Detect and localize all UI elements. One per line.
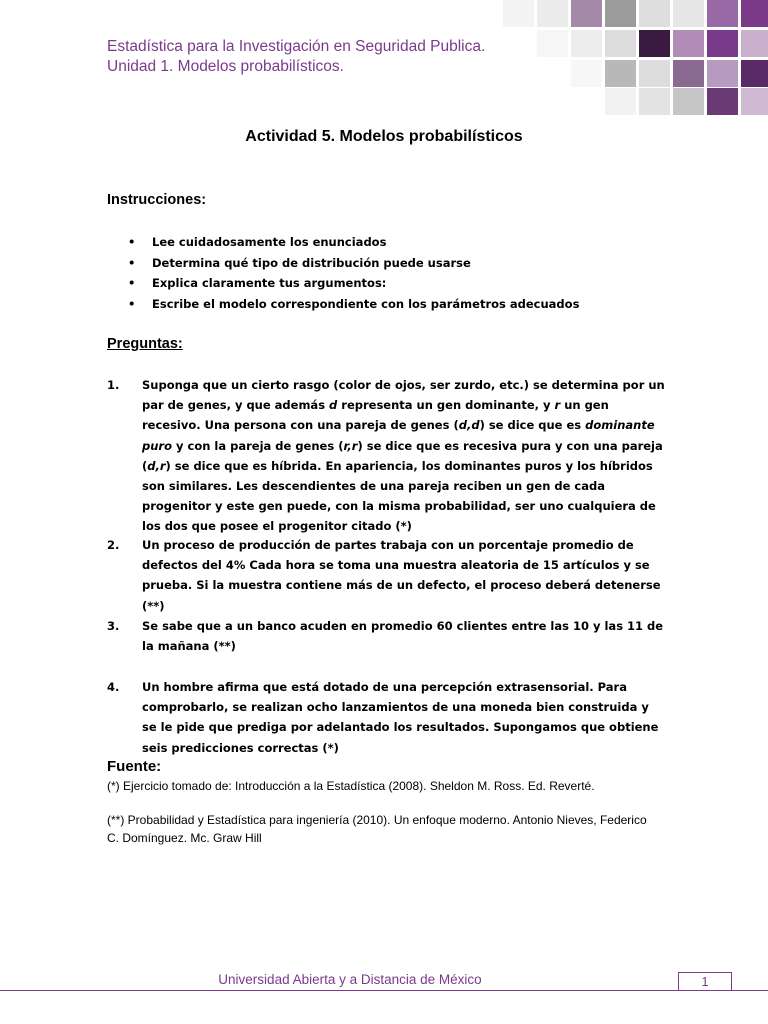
question-text — [142, 375, 667, 537]
question-text: Un hombre afirma que está dotado de una percepción extrasensorial. Para comprobarlo, se realizan ocho lanzamientos de una moneda bien construida y se le pide que prediga por adelantado los resultados. Supongamos que obtiene seis predicciones correctas (*) — [142, 680, 659, 755]
instruction-text: Escribe el modelo correspondiente con los parámetros adecuados — [152, 296, 580, 311]
question-text: Un proceso de producción de partes trabaja con un porcentaje promedio de defectos del 4% Cada hora se toma una muestra aleatoria de 15 artículos y se prueba. Si la muestra contiene más de un defecto, el proceso deberá detenerse (**) — [142, 538, 661, 613]
italic-run: dominante puro — [142, 418, 655, 453]
text-run: ) se dice que es — [479, 418, 586, 433]
activity-title: Actividad 5. Modelos probabilísticos — [245, 128, 523, 145]
italic-run: d — [329, 398, 338, 413]
question-number: 3. — [107, 619, 120, 633]
bullet-icon: • — [128, 235, 136, 249]
list-item — [128, 294, 579, 315]
instruction-text: Determina qué tipo de distribución puede usarse — [152, 255, 471, 270]
unit-title: Unidad 1. Modelos probabilísticos. — [107, 58, 344, 75]
list-item — [128, 232, 579, 253]
question-1 — [107, 375, 667, 537]
question-2 — [107, 535, 667, 616]
italic-run: r,r — [343, 438, 358, 453]
footer-university: Universidad Abierta y a Distancia de México — [218, 972, 482, 987]
italic-run: r — [554, 398, 561, 413]
text-run: ) se dice que es híbrida. En apariencia, los dominantes puros y los híbridos son similares. Les descendientes de una pareja reciben un gen de cada progenitor y este gen puede, con la misma probabilidad, ser uno cualquiera de los dos que posee el progenitor citado (*) — [142, 458, 656, 534]
source-citation-1: (*) Ejercicio tomado de: Introducción a la Estadística (2008). Sheldon M. Ross. Ed. Reverté. — [107, 779, 595, 793]
source-citation-2: (**) Probabilidad y Estadística para ingeniería (2010). Un enfoque moderno. Antonio Nieves, Federico C. Domínguez. Mc. Graw Hill — [107, 813, 647, 845]
bullet-icon: • — [128, 255, 136, 270]
italic-run: d,r — [147, 458, 166, 473]
page-number: 1 — [678, 972, 732, 990]
text-run: un gen recesivo. Una persona con una pareja de genes ( — [142, 398, 609, 433]
header-mosaic-decoration — [480, 0, 768, 116]
question-number: 2. — [107, 538, 120, 552]
instructions-list — [128, 232, 579, 314]
italic-run: d,d — [458, 418, 480, 433]
question-3 — [107, 616, 667, 656]
list-item — [128, 273, 579, 294]
question-text: Se sabe que a un banco acuden en promedio 60 clientes entre las 10 y las 11 de la mañana (**) — [142, 619, 664, 654]
bullet-icon: • — [128, 276, 136, 290]
questions-heading: Preguntas: — [107, 336, 183, 352]
source-heading: Fuente: — [107, 758, 162, 775]
bullet-icon: • — [128, 296, 136, 311]
question-number: 1. — [107, 378, 120, 392]
instruction-text: Lee cuidadosamente los enunciados — [152, 235, 387, 249]
footer-divider — [0, 990, 768, 991]
list-item — [128, 253, 579, 274]
question-4 — [107, 677, 667, 758]
question-number: 4. — [107, 680, 120, 694]
instructions-heading: Instrucciones: — [107, 192, 207, 208]
text-run: representa un gen dominante, y — [337, 398, 555, 413]
instruction-text: Explica claramente tus argumentos: — [152, 276, 387, 290]
text-run: y con la pareja de genes ( — [172, 438, 344, 453]
course-title: Estadística para la Investigación en Seguridad Publica. — [107, 38, 486, 55]
text-run: ) se dice que es recesiva pura y con una pareja ( — [142, 438, 663, 473]
header-title — [107, 37, 485, 77]
text-run: Suponga que un cierto rasgo (color de ojos, ser zurdo, etc.) se determina por un par de genes, y que además — [142, 378, 665, 413]
